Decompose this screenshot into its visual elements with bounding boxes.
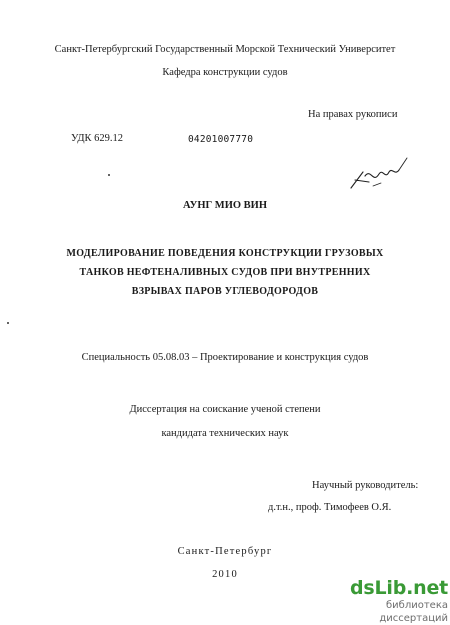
title-line-3: ВЗРЫВАХ ПАРОВ УГЛЕВОДОРОДОВ (131, 286, 319, 297)
udc-code: УДК 629.12 (71, 133, 124, 144)
signature-mark (345, 150, 415, 198)
registration-number: 04201007770 (188, 134, 254, 145)
title-line-1: МОДЕЛИРОВАНИЕ ПОВЕДЕНИЯ КОНСТРУКЦИИ ГРУЗОВЫХ (66, 248, 384, 259)
specialty: Специальность 05.08.03 – Проектирование и конструкция судов (81, 352, 369, 363)
dissertation-line-2: кандидата технических наук (161, 428, 289, 439)
dslib-watermark (330, 577, 449, 624)
dissertation-line-1: Диссертация на соискание ученой степени (129, 404, 321, 415)
watermark-logo: dsLib.net (350, 577, 449, 599)
supervisor-label: Научный руководитель: (312, 480, 419, 491)
title-line-2: ТАНКОВ НЕФТЕНАЛИВНЫХ СУДОВ ПРИ ВНУТРЕННИХ (79, 267, 371, 278)
department-name: Кафедра конструкции судов (162, 67, 288, 78)
supervisor-name: д.т.н., проф. Тимофеев О.Я. (268, 502, 392, 513)
author-name: АУНГ МИО ВИН (182, 200, 268, 211)
city: Санкт-Петербург (177, 546, 273, 557)
rights-note: На правах рукописи (308, 109, 398, 120)
university-name: Санкт-Петербургский Государственный Морской Технический Университет (54, 44, 396, 55)
watermark-subtitle: библиотека диссертаций (379, 600, 448, 624)
margin-speck (7, 322, 9, 324)
speck-mark (108, 174, 110, 176)
year: 2010 (212, 569, 238, 580)
